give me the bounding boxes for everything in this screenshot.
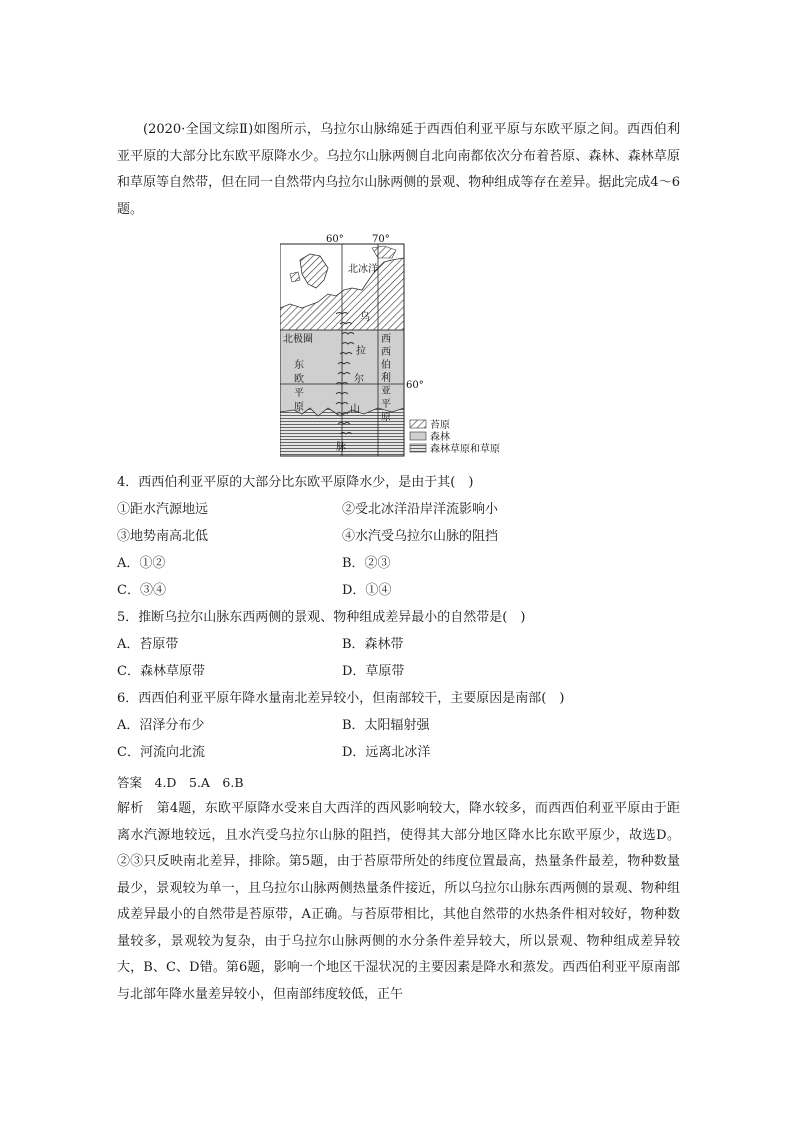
small-island [290, 272, 300, 282]
ural-char-1: 乌 [360, 312, 370, 323]
q4-option-a: A．①② [117, 556, 166, 571]
legend-label-forest: 森林 [430, 432, 450, 443]
ural-map-svg [280, 232, 520, 460]
east-europe-char-1: 东 [294, 360, 304, 371]
q5-option-c: C．森林草原带 [117, 664, 205, 679]
west-siberia-char-2: 西 [381, 347, 391, 358]
ural-char-4: 山 [350, 404, 360, 415]
lon-60-label: 60° [326, 234, 344, 245]
q4-option-c: C．③④ [117, 583, 166, 598]
q4-statement-4: ④水汽受乌拉尔山脉的阻挡 [342, 529, 499, 544]
east-europe-char-3: 平 [294, 388, 304, 399]
lat-60-label: 60° [406, 380, 424, 391]
map-legend [410, 418, 500, 455]
q5-option-a: A．苔原带 [117, 637, 179, 652]
legend-label-tundra: 苔原 [430, 420, 450, 431]
q4-option-d: D．①④ [342, 583, 392, 598]
west-siberia-char-1: 西 [381, 334, 391, 345]
q5-option-d: D．草原带 [342, 664, 405, 679]
legend-swatch-steppe [410, 444, 426, 452]
q6-option-a: A．沼泽分布少 [117, 718, 205, 733]
ural-map-figure [280, 232, 520, 460]
q4-option-b: B．②③ [342, 556, 391, 571]
q4-statement-2: ②受北冰洋沿岸洋流影响小 [342, 502, 499, 517]
east-europe-char-4: 原 [294, 402, 304, 413]
analysis-paragraph: 解析 第4题，东欧平原降水受来自大西洋的西风影响较大，降水较多，而西西伯利亚平原由于距离水汽源地较远，且水汽受乌拉尔山脉的阻挡，使得其大部分地区降水比东欧平原少，故选D。②③只反映南北差异，排除。第5题，由于苔原带所处的纬度位置最高，热量条件最差，物种数量最少，景观较为单一，且乌拉尔山脉两侧热量条件接近，所以乌拉尔山脉东西两侧的景观、物种组成差异最小的自然带是苔原带，A正确。与苔原带相比，其他自然带的水热条件相对较好，物种数量较多，景观较为复杂，由于乌拉尔山脉两侧的水分条件差异较大，所以景观、物种组成差异较大，B、C、D错。第6题，影响一个地区干湿状况的主要因素是降水和蒸发。西西伯利亚平原南部与北部年降水量差异较小，但南部纬度较低，正午 [117, 801, 680, 1002]
q4-statement-1: ①距水汽源地远 [117, 502, 209, 517]
q4-stem: 4．西西伯利亚平原的大部分比东欧平原降水少，是由于其( ) [117, 475, 474, 490]
q6-option-b: B．太阳辐射强 [342, 718, 430, 733]
west-siberia-char-4: 利 [381, 373, 391, 384]
west-siberia-char-7: 原 [381, 412, 391, 423]
west-siberia-char-3: 伯 [381, 360, 391, 371]
ural-char-5: 脉 [336, 442, 346, 453]
west-siberia-char-5: 亚 [381, 386, 391, 397]
q4-statement-3: ③地势南高北低 [117, 529, 209, 544]
legend-swatch-forest [410, 432, 426, 440]
q6-option-c: C．河流向北流 [117, 745, 205, 760]
ural-char-3: 尔 [354, 374, 364, 385]
legend-swatch-tundra [410, 420, 426, 428]
west-siberia-char-6: 平 [381, 399, 391, 410]
intro-paragraph: (2020·全国文综Ⅱ)如图所示，乌拉尔山脉绵延于西西伯利亚平原与东欧平原之间。西西伯利亚平原的大部分比东欧平原降水少。乌拉尔山脉两侧自北向南都依次分布着苔原、森林、森林草原和草原等自然带，但在同一自然带内乌拉尔山脉两侧的景观、物种组成等存在差异。据此完成4～6题。 [117, 122, 680, 217]
arctic-ocean-label: 北冰洋 [348, 264, 378, 275]
ural-char-2: 拉 [356, 346, 366, 357]
q5-stem: 5．推断乌拉尔山脉东西两侧的景观、物种组成差异最小的自然带是( ) [117, 610, 526, 625]
legend-label-steppe: 森林草原和草原 [430, 444, 500, 455]
lon-70-label: 70° [372, 234, 390, 245]
answer-line: 答案 4.D 5.A 6.B [117, 775, 244, 790]
q5-option-b: B．森林带 [342, 637, 404, 652]
arctic-circle-label: 北极圈 [283, 334, 313, 345]
east-europe-char-2: 欧 [294, 374, 304, 385]
q6-stem: 6．西西伯利亚平原年降水量南北差异较小，但南部较干，主要原因是南部( ) [117, 691, 565, 706]
q6-option-d: D．远离北冰洋 [342, 745, 431, 760]
